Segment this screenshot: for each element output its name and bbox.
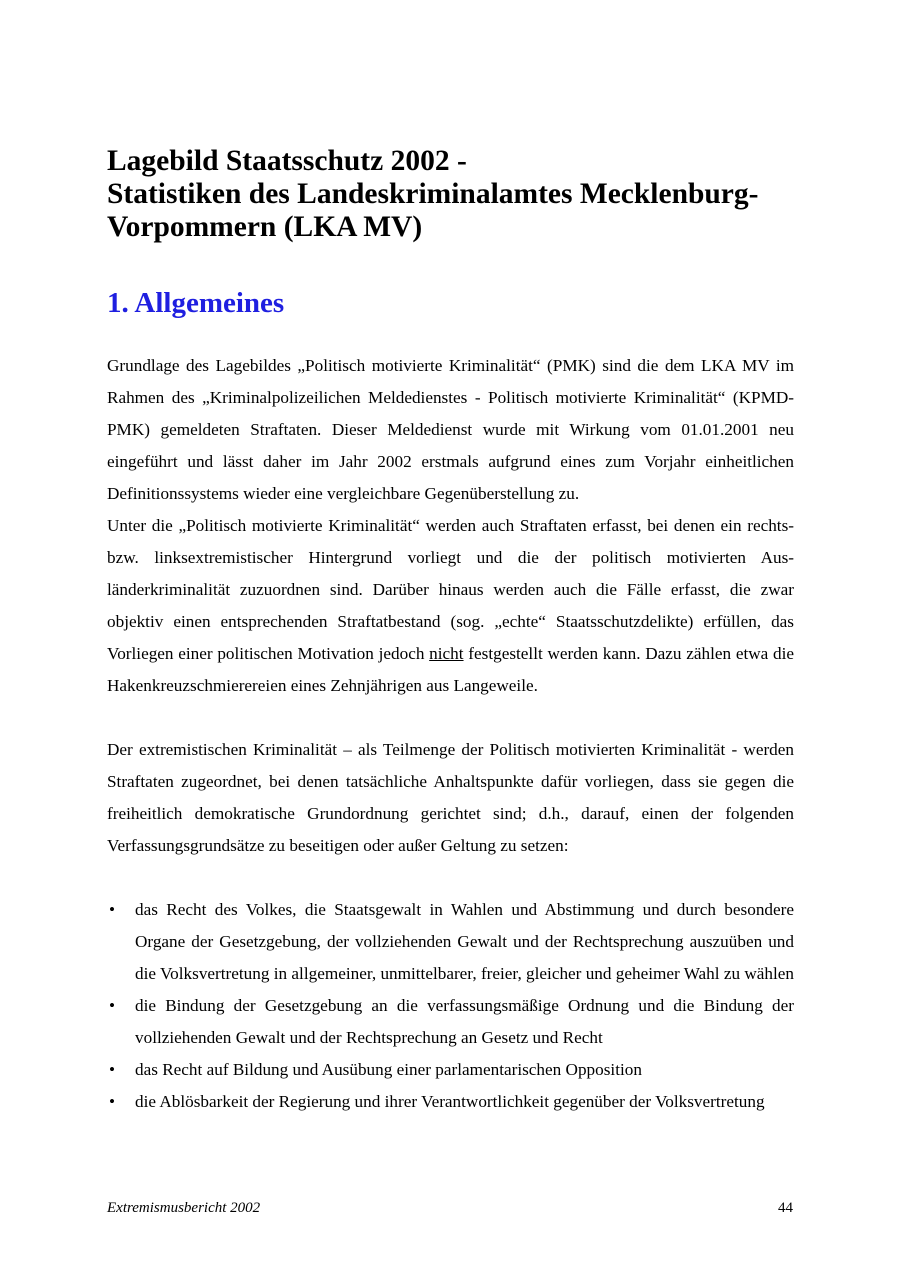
- list-item-text: das Recht des Volkes, die Staatsgewalt in Wahlen und Abstimmung und durch besondere Organe der Gesetzgebung, der vollziehenden Gewalt und der Rechtsprechung auszuüben und die Volksvertretung in allgemeiner, unmittelbarer, freier, gleicher und geheimer Wahl zu wählen: [135, 900, 794, 983]
- bullet-icon: •: [108, 900, 116, 919]
- bullet-icon: •: [108, 1092, 116, 1111]
- paragraph-pmk: [107, 510, 794, 702]
- title-line-2: Statistiken des Landeskriminalamtes Mecklenburg-: [107, 178, 759, 210]
- underlined-word-nicht: nicht: [429, 644, 464, 663]
- list-item: [107, 894, 794, 990]
- paragraph-pmk-text-1: Unter die „Politisch motivierte Kriminalität“ werden auch Straftaten erfasst, bei denen ein rechts- bzw. linksextremistischer Hintergrund vorliegt und die der politisch motivierten Ausländerkriminalität zuzuordnen sind. Darüber hinaus werden auch die Fälle erfasst, die zwar objektiv einen entsprechenden Straftatbestand (sog. „echte“ Staatsschutzdelikte) erfüllen, das Vorliegen einer politischen Motivation jedoch: [107, 516, 794, 663]
- bullet-icon: •: [108, 996, 116, 1015]
- paragraph-grundlage: Grundlage des Lagebildes „Politisch motivierte Kriminalität“ (PMK) sind die dem LKA MV im Rahmen des „Kriminalpolizeilichen Meldedienstes - Politisch motivierte Kriminalität“ (KPMD-PMK) gemeldeten Straftaten. Dieser Meldedienst wurde mit Wirkung vom 01.01.2001 neu eingeführt und lässt daher im Jahr 2002 erstmals aufgrund eines zum Vorjahr einheitlichen Definitionssystems wieder eine vergleichbare Gegenüberstellung zu.: [107, 356, 794, 503]
- page-number: 44: [778, 1200, 793, 1216]
- title-line-1: Lagebild Staatsschutz 2002 -: [107, 145, 467, 177]
- body-text: [107, 350, 794, 1118]
- list-item-text: das Recht auf Bildung und Ausübung einer parlamentarischen Opposition: [135, 1060, 642, 1079]
- principles-list: [107, 894, 794, 1118]
- paragraph-pmk-text-2: festgestellt werden kann. Dazu zählen etwa die Hakenkreuzschmierereien eines Zehnjährigen aus Langeweile.: [107, 644, 794, 695]
- list-item: [107, 1054, 794, 1086]
- footer-publication: Extremismusbericht 2002: [107, 1200, 261, 1216]
- list-item-text: die Bindung der Gesetzgebung an die verfassungsmäßige Ordnung und die Bindung der vollziehenden Gewalt und der Rechtsprechung an Gesetz und Recht: [135, 996, 794, 1047]
- section-heading: 1. Allgemeines: [107, 287, 285, 319]
- bullet-icon: •: [108, 1060, 116, 1079]
- page-title: [107, 145, 807, 244]
- paragraph-extremistisch: Der extremistischen Kriminalität – als Teilmenge der Politisch motivierten Kriminalität - werden Straftaten zugeordnet, bei denen tatsächliche Anhaltspunkte dafür vorliegen, dass sie gegen die freiheitlich demokratische Grundordnung gerichtet sind; d.h., darauf, einen der folgenden Verfassungsgrundsätze zu beseitigen oder außer Geltung zu setzen:: [107, 740, 794, 855]
- list-item: [107, 1086, 794, 1118]
- list-item: [107, 990, 794, 1054]
- title-line-3: Vorpommern (LKA MV): [107, 211, 423, 243]
- list-item-text: die Ablösbarkeit der Regierung und ihrer Verantwortlichkeit gegenüber der Volksvertretung: [135, 1092, 765, 1111]
